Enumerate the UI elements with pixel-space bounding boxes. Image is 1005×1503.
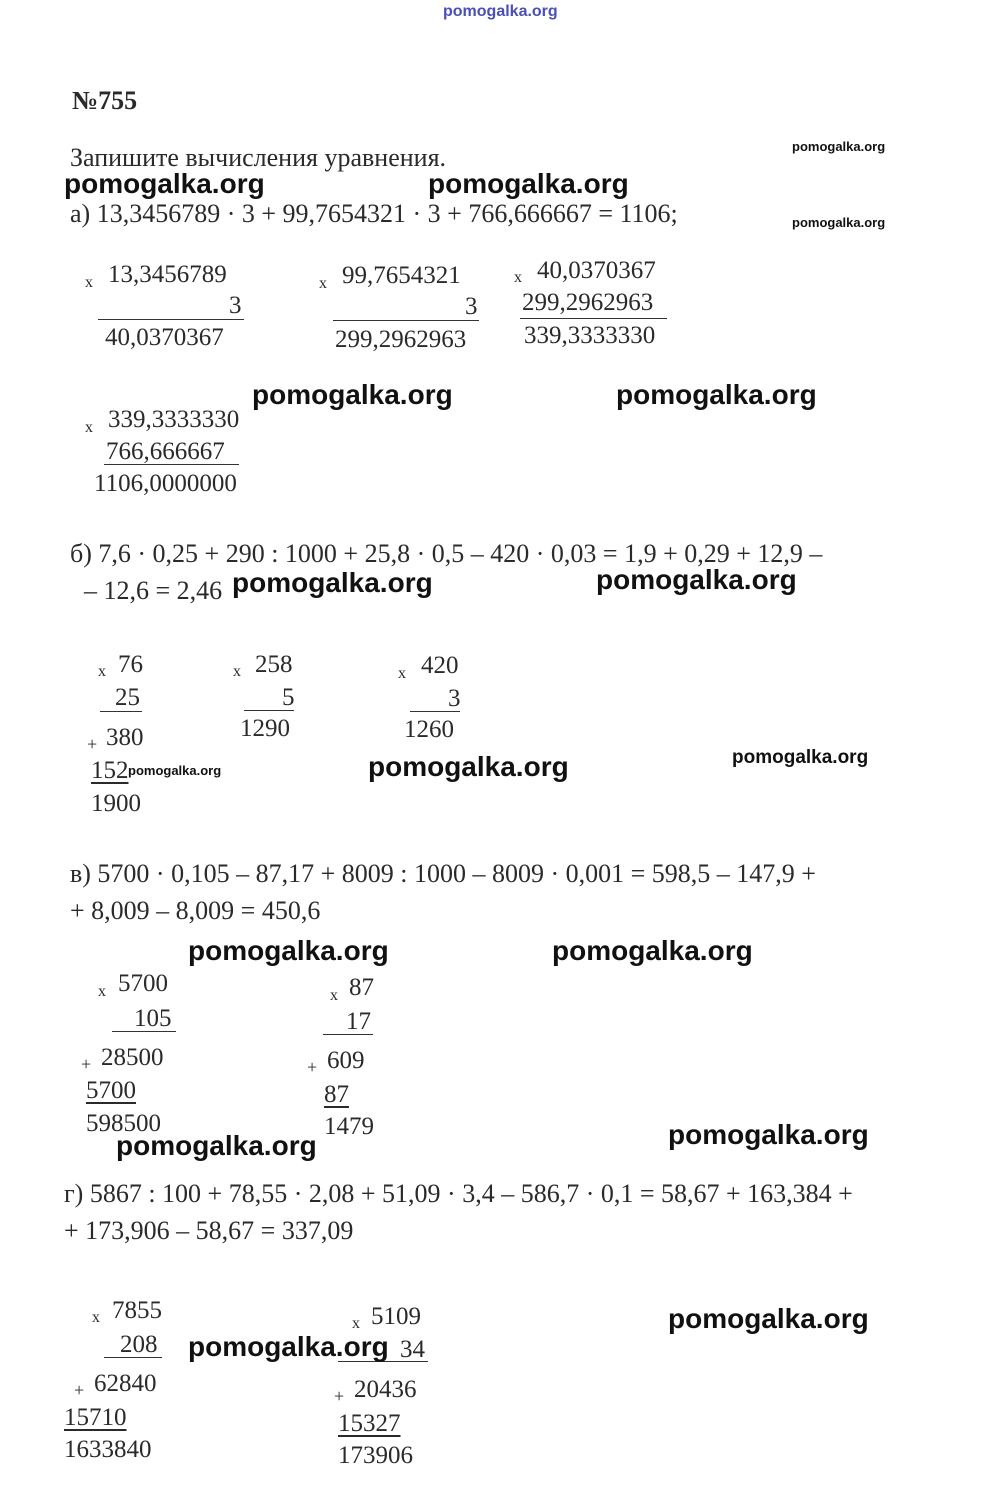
part-a-calc4-op: x (85, 419, 93, 436)
part-v-calc2-p2: 87 (324, 1081, 349, 1108)
part-g-calc2-p2: 15327 (338, 1410, 401, 1437)
watermark: pomogalka.org (668, 1119, 869, 1150)
part-a-calc2-rule (333, 320, 479, 321)
part-b-calc1-op: x (98, 663, 106, 680)
part-a-calc3-op: x (514, 269, 522, 286)
part-v-calc2-plus: + (307, 1057, 318, 1077)
watermark: pomogalka.org (596, 564, 797, 595)
part-g-calc1-p2: 15710 (64, 1404, 127, 1431)
part-a-calc1-op: x (85, 274, 93, 291)
part-a-calc4-a: 339,3333330 (108, 406, 240, 433)
part-b-calc1-p2: 152 (91, 757, 129, 784)
part-g-calc1-a: 7855 (112, 1297, 162, 1324)
part-b-calc1-a: 76 (118, 651, 143, 678)
watermark: pomogalka.org (188, 1331, 389, 1362)
part-v-calc1-b: 105 (134, 1005, 172, 1032)
part-a-calc1-a: 13,3456789 (108, 261, 227, 288)
part-v-calc2-op: x (330, 987, 338, 1004)
part-a-calc3-b: 299,2962963 (522, 289, 654, 316)
part-a-calc1-result: 40,0370367 (105, 324, 224, 351)
part-a-calc3-a: 40,0370367 (537, 257, 656, 284)
part-v-calc2-p1: 609 (327, 1047, 365, 1074)
part-v-calc1-a: 5700 (118, 970, 168, 997)
part-a-calc1-b: 3 (229, 292, 242, 319)
watermark: pomogalka.org (232, 567, 433, 598)
part-b-calc3-result: 1260 (404, 716, 454, 743)
watermark: pomogalka.org (64, 168, 265, 199)
part-b-calc3-b: 3 (448, 685, 461, 712)
part-v-calc1-p1: 28500 (101, 1044, 164, 1071)
part-g-calc1-plus: + (74, 1380, 85, 1400)
part-g-calc1-rule (104, 1357, 162, 1358)
part-a-calc2-b: 3 (465, 293, 478, 320)
part-b-calc1-p1: 380 (106, 724, 144, 751)
part-v-calc1-op: x (98, 983, 106, 1000)
watermark: pomogalka.org (116, 1130, 317, 1161)
part-b-calc2-op: x (233, 663, 241, 680)
part-b-calc1-plus: + (87, 734, 98, 754)
watermark: pomogalka.org (368, 751, 569, 782)
part-b-calc2-rule (244, 710, 294, 711)
part-a-calc3-result: 339,3333330 (524, 322, 656, 349)
part-a-calc4-result: 1106,0000000 (94, 470, 237, 497)
part-g-calc2-result: 173906 (338, 1442, 413, 1469)
part-b-calc3-a: 420 (421, 652, 459, 679)
watermark: pomogalka.org (188, 935, 389, 966)
watermark: pomogalka.org (252, 379, 453, 410)
part-b-calc2-a: 258 (255, 651, 293, 678)
part-a-calc3-rule (520, 318, 667, 319)
part-a-calc2-result: 299,2962963 (335, 326, 467, 353)
part-a-calc4-rule (104, 464, 239, 465)
part-a-equation: а) 13,3456789 · 3 + 99,7654321 · 3 + 766,666667 = 1106; (70, 199, 678, 228)
part-a-calc4-b: 766,666667 (106, 438, 225, 465)
watermark: pomogalka.org (792, 139, 886, 154)
part-a-calc2-op: x (319, 275, 327, 292)
part-b-calc1-rule1 (100, 711, 142, 712)
site-header-watermark: pomogalka.org (443, 3, 558, 20)
part-g-equation-line2: + 173,906 – 58,67 = 337,09 (64, 1216, 354, 1245)
part-v-calc1-plus: + (81, 1054, 92, 1074)
watermark: pomogalka.org (428, 168, 629, 199)
watermark: pomogalka.org (792, 215, 886, 230)
part-v-equation-line2: + 8,009 – 8,009 = 450,6 (70, 896, 321, 925)
watermark: pomogalka.org (668, 1303, 869, 1334)
part-b-calc2-b: 5 (282, 684, 295, 711)
part-b-equation-line1: б) 7,6 · 0,25 + 290 : 1000 + 25,8 · 0,5 – 420 · 0,03 = 1,9 + 0,29 + 12,9 – (70, 539, 823, 568)
part-b-calc2-result: 1290 (240, 715, 290, 742)
part-b-calc1-b: 25 (115, 684, 140, 711)
part-g-calc2-a: 5109 (371, 1303, 421, 1330)
part-g-calc1-b: 208 (120, 1331, 158, 1358)
part-v-calc1-result: 598500 (86, 1110, 161, 1137)
part-b-equation-line2: – 12,6 = 2,46 (84, 576, 223, 605)
part-g-calc2-op: x (352, 1315, 360, 1332)
watermark: pomogalka.org (552, 935, 753, 966)
part-g-calc1-result: 1633840 (64, 1436, 152, 1463)
watermark: pomogalka.org (128, 763, 222, 778)
part-g-calc1-op: x (92, 1309, 100, 1326)
part-g-calc2-plus: + (334, 1386, 345, 1406)
watermark: pomogalka.org (616, 379, 817, 410)
part-b-calc1-result: 1900 (91, 790, 141, 817)
part-v-calc2-b: 17 (346, 1008, 371, 1035)
part-v-calc1-rule (112, 1031, 176, 1032)
watermark: pomogalka.org (732, 747, 869, 768)
task-number: №755 (72, 86, 138, 115)
part-b-calc3-op: x (398, 665, 406, 682)
part-v-equation-line1: в) 5700 · 0,105 – 87,17 + 8009 : 1000 – 8009 · 0,001 = 598,5 – 147,9 + (70, 859, 816, 888)
part-a-calc1-rule (98, 319, 244, 320)
part-g-calc2-b: 34 (400, 1336, 425, 1363)
part-v-calc2-rule (323, 1034, 373, 1035)
part-g-equation-line1: г) 5867 : 100 + 78,55 · 2,08 + 51,09 · 3,4 – 586,7 · 0,1 = 58,67 + 163,384 + (64, 1179, 853, 1208)
part-a-calc2-a: 99,7654321 (342, 262, 461, 289)
part-g-calc2-p1: 20436 (354, 1376, 417, 1403)
part-v-calc1-p2: 5700 (86, 1077, 136, 1104)
task-instruction: Запишите вычисления уравнения. (70, 143, 447, 172)
part-g-calc1-p1: 62840 (94, 1370, 157, 1397)
part-v-calc2-result: 1479 (324, 1113, 374, 1140)
part-v-calc2-a: 87 (349, 974, 374, 1001)
part-b-calc3-rule (410, 711, 460, 712)
